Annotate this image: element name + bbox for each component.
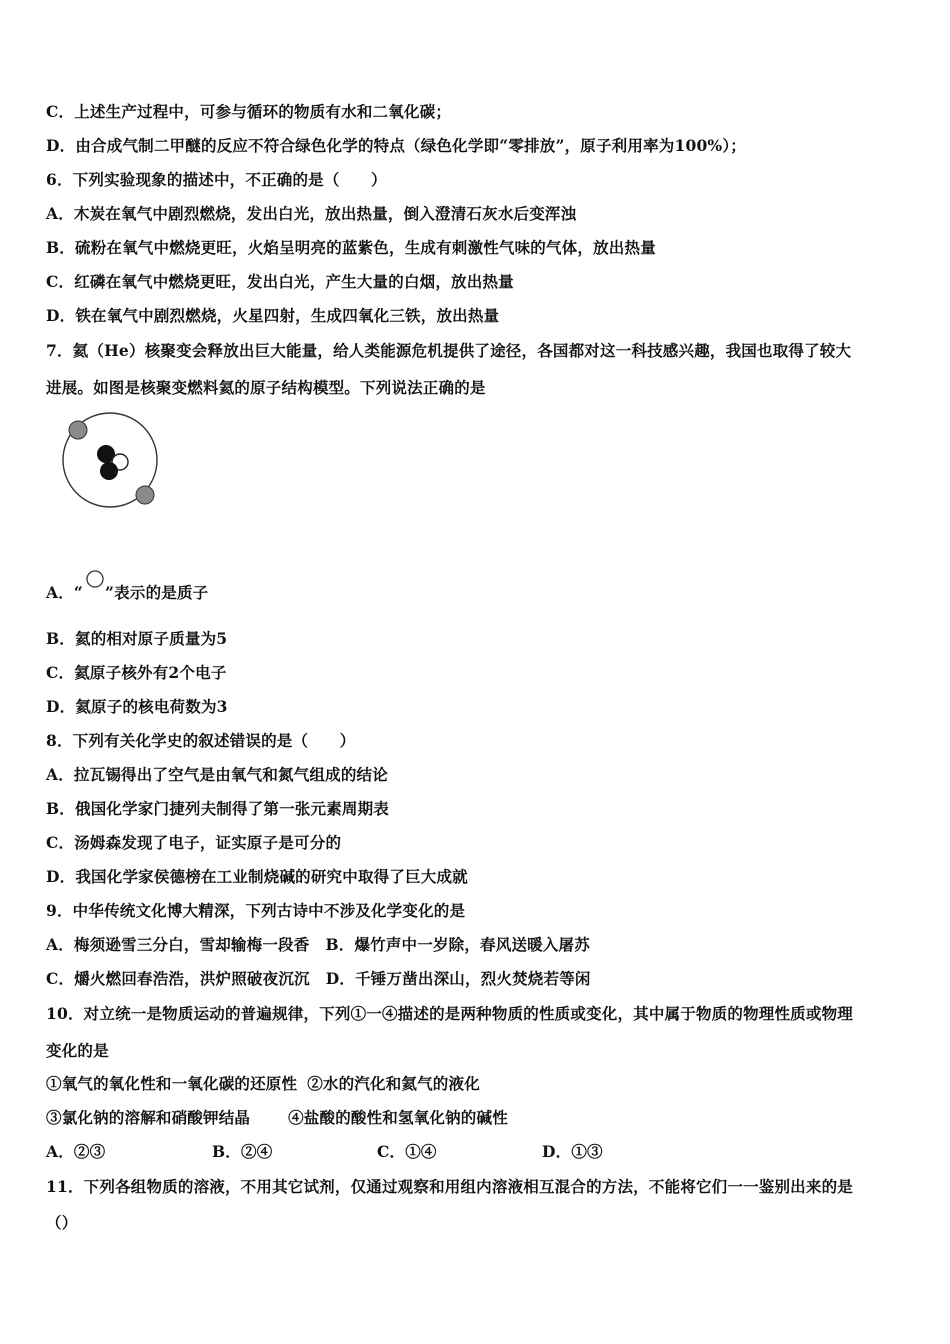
q6-stem: 6．下列实验现象的描述中，不正确的是（ ） (46, 170, 387, 189)
q10-item-2: ②水的汽化和氦气的液化 (307, 1074, 480, 1093)
q10-option-c: C．①④ (377, 1142, 437, 1161)
q10-options-row (46, 1142, 603, 1162)
q8-stem: 8．下列有关化学史的叙述错误的是（ ） (46, 731, 356, 750)
q6-option-d: D．铁在氧气中剧烈燃烧，火星四射，生成四氧化三铁，放出热量 (46, 306, 500, 325)
q5-option-d: D．由合成气制二甲醚的反应不符合绿色化学的特点（绿色化学即“零排放”，原子利用率为100%）； (46, 136, 747, 155)
q8-option-d: D．我国化学家侯德榜在工业制烧碱的研究中取得了巨大成就 (46, 867, 468, 886)
q9-stem: 9．中华传统文化博大精深，下列古诗中不涉及化学变化的是 (46, 901, 466, 920)
q10-option-b: B．②④ (212, 1142, 273, 1161)
electron (136, 486, 154, 504)
q6-option-b: B．硫粉在氧气中燃烧更旺，火焰呈明亮的蓝紫色，生成有刺激性气味的气体，放出热量 (46, 238, 656, 257)
q8-option-a: A．拉瓦锡得出了空气是由氧气和氮气组成的结论 (46, 765, 388, 784)
q11-stem-line2: （） (46, 1213, 78, 1232)
nucleus-particle-dark (100, 462, 118, 480)
q10-item-3: ③氯化钠的溶解和硝酸钾结晶 (46, 1108, 251, 1127)
q7-stem-line1: 7．氦（He）核聚变会释放出巨大能量，给人类能源危机提供了途径，各国都对这一科技感兴趣，我国也取得了较大 (46, 341, 852, 360)
q7-stem-line2: 进展。如图是核聚变燃料氦的原子结构模型。下列说法正确的是 (46, 378, 486, 397)
q10-stem-line2: 变化的是 (46, 1041, 109, 1060)
helium-atom-model-figure (60, 410, 170, 515)
q10-item-4: ④盐酸的酸性和氢氧化钠的碱性 (288, 1108, 508, 1127)
q9-options-row1 (46, 935, 590, 955)
q9-options-row2 (46, 969, 591, 989)
q6-option-c: C．红磷在氧气中燃烧更旺，发出白光，产生大量的白烟，放出热量 (46, 272, 514, 291)
q7-option-a (46, 583, 208, 603)
q8-option-b: B．俄国化学家门捷列夫制得了第一张元素周期表 (46, 799, 390, 818)
q6-option-a: A．木炭在氧气中剧烈燃烧，发出白光，放出热量，倒入澄清石灰水后变浑浊 (46, 204, 577, 223)
q7-option-b: B．氦的相对原子质量为5 (46, 629, 228, 648)
q7-option-a-prefix: A．“ (46, 583, 84, 602)
electron (69, 421, 87, 439)
q10-option-d: D．①③ (542, 1142, 603, 1161)
q9-option-c: C．爝火燃回春浩浩，洪炉照破夜沉沉 (46, 969, 310, 988)
q10-item-1: ①氧气的氧化性和一氧化碳的还原性 (46, 1074, 298, 1093)
q5-option-c: C．上述生产过程中，可参与循环的物质有水和二氧化碳； (46, 102, 452, 121)
q9-option-b: B．爆竹声中一岁除，春风送暖入屠苏 (325, 935, 590, 954)
q7-option-a-suffix: ”表示的是质子 (105, 583, 209, 602)
q8-option-c: C．汤姆森发现了电子，证实原子是可分的 (46, 833, 342, 852)
q10-items-row1 (46, 1074, 480, 1094)
q10-option-a: A．②③ (46, 1142, 106, 1161)
q10-items-row2 (46, 1108, 508, 1128)
proton-symbol-icon (85, 569, 105, 589)
q11-stem-line1: 11．下列各组物质的溶液，不用其它试剂，仅通过观察和用组内溶液相互混合的方法，不能将它们一一鉴别出来的是 (46, 1177, 853, 1196)
q7-option-d: D．氦原子的核电荷数为3 (46, 697, 228, 716)
q10-stem-line1: 10．对立统一是物质运动的普遍规律，下列①一④描述的是两种物质的性质或变化，其中属于物质的物理性质或物理 (46, 1004, 853, 1023)
q9-option-d: D．千锤万凿出深山，烈火焚烧若等闲 (325, 969, 591, 988)
q7-option-c: C．氦原子核外有2个电子 (46, 663, 227, 682)
q9-option-a: A．梅须逊雪三分白，雪却输梅一段香 (46, 935, 310, 954)
